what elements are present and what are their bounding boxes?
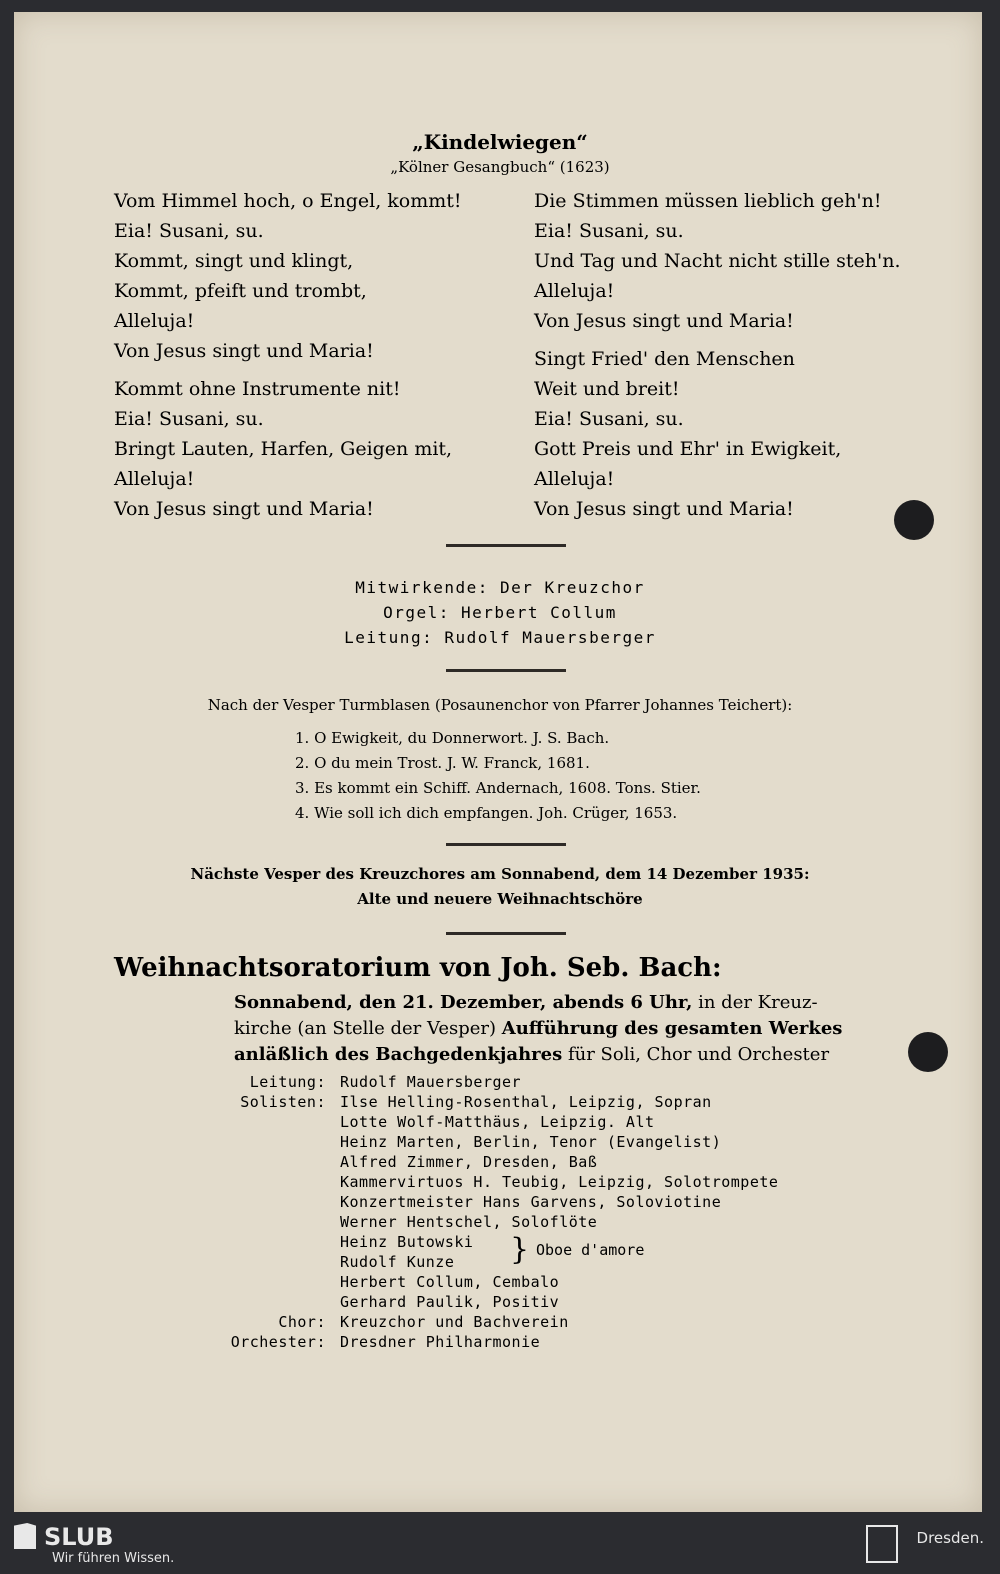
performer: Konzertmeister Hans Garvens, Soloviotine	[340, 1193, 722, 1211]
section-divider	[446, 669, 566, 672]
verse-line: Alleluja!	[114, 310, 195, 332]
performer: Alfred Zimmer, Dresden, Baß	[340, 1153, 598, 1171]
performer: Gerhard Paulik, Positiv	[340, 1293, 560, 1311]
credits-line: Leitung: Rudolf Mauersberger	[344, 628, 656, 647]
verse-line: Eia! Susani, su.	[114, 408, 264, 430]
post-vesper-note: Nach der Vesper Turmblasen (Posaunenchor von Pfarrer Johannes Teichert):	[207, 696, 793, 714]
next-vesper-announcement	[0, 862, 1000, 912]
oratorio-performance: Aufführung des gesamten Werkes	[501, 1018, 843, 1039]
brace-symbol: }	[510, 1232, 530, 1267]
verse-line: Eia! Susani, su.	[114, 220, 264, 242]
verse-line: Gott Preis und Ehr' in Ewigkeit,	[534, 438, 842, 460]
song-title: „Kindelwiegen“	[412, 130, 588, 154]
verse-line: Kommt, singt und klingt,	[114, 250, 354, 272]
verse-line: Von Jesus singt und Maria!	[114, 498, 374, 520]
performer: Werner Hentschel, Soloflöte	[340, 1213, 598, 1231]
performer: Heinz Butowski	[340, 1233, 474, 1251]
slub-logo[interactable]	[14, 1523, 114, 1551]
role-label-leitung: Leitung:	[249, 1073, 326, 1091]
performer: Kammervirtuos H. Teubig, Leipzig, Solotrompete	[340, 1173, 779, 1191]
oratorio-date: Sonnabend, den 21. Dezember, abends 6 Uhr,	[234, 992, 693, 1013]
section-divider	[446, 843, 566, 846]
verse-line: Bringt Lauten, Harfen, Geigen mit,	[114, 438, 453, 460]
oratorio-forces: für Soli, Chor und Orchester	[562, 1044, 830, 1065]
oboe-role: Oboe d'amore	[536, 1241, 645, 1259]
verse-line: Alleluja!	[114, 468, 195, 490]
role-label-solisten: Solisten:	[240, 1093, 326, 1111]
performer: Ilse Helling-Rosenthal, Leipzig, Sopran	[340, 1093, 712, 1111]
performer: Kreuzchor und Bachverein	[340, 1313, 569, 1331]
performer: Rudolf Mauersberger	[340, 1073, 522, 1091]
section-divider	[446, 932, 566, 935]
oratorio-venue: in der Kreuz-	[692, 992, 818, 1013]
credits-line: Mitwirkende: Der Kreuzchor	[355, 578, 645, 597]
list-item: 1. O Ewigkeit, du Donnerwort. J. S. Bach.	[295, 729, 610, 747]
performer: Herbert Collum, Cembalo	[340, 1273, 560, 1291]
poem-right-column	[534, 186, 901, 524]
role-label-orchester: Orchester:	[230, 1333, 326, 1351]
list-item: 3. Es kommt ein Schiff. Andernach, 1608. Tons. Stier.	[295, 779, 701, 797]
next-vesper-program: Alte und neuere Weihnachtschöre	[357, 890, 643, 908]
verse-line: Vom Himmel hoch, o Engel, kommt!	[114, 190, 462, 212]
verse-line: Von Jesus singt und Maria!	[114, 340, 374, 362]
verse-line: Die Stimmen müssen lieblich geh'n!	[534, 190, 882, 212]
verse-line: Kommt ohne Instrumente nit!	[114, 378, 401, 400]
verse-line: Singt Fried' den Menschen	[534, 348, 795, 370]
song-source: „Kölner Gesangbuch“ (1623)	[390, 158, 610, 176]
punch-hole	[908, 1032, 948, 1072]
performer: Rudolf Kunze	[340, 1253, 455, 1271]
verse-line: Eia! Susani, su.	[534, 220, 684, 242]
performer: Heinz Marten, Berlin, Tenor (Evangelist)	[340, 1133, 722, 1151]
verse-line: Von Jesus singt und Maria!	[534, 310, 794, 332]
brass-program-list	[295, 726, 701, 826]
oratorio-details	[234, 990, 904, 1068]
performer-list	[340, 1072, 778, 1352]
footer-bar	[0, 1517, 1000, 1574]
verse-line: Alleluja!	[534, 280, 615, 302]
verse-line: Von Jesus singt und Maria!	[534, 498, 794, 520]
next-vesper-date: Nächste Vesper des Kreuzchores am Sonnabend, dem 14 Dezember 1935:	[190, 865, 810, 883]
verse-line: Eia! Susani, su.	[534, 408, 684, 430]
performer: Dresdner Philharmonie	[340, 1333, 541, 1351]
list-item: 4. Wie soll ich dich empfangen. Joh. Crüger, 1653.	[295, 804, 678, 822]
verse-line: Und Tag und Nacht nicht stille steh'n.	[534, 250, 901, 272]
credits-line: Orgel: Herbert Collum	[383, 603, 617, 622]
role-label-chor: Chor:	[278, 1313, 326, 1331]
verse-line: Kommt, pfeift und trombt,	[114, 280, 367, 302]
oratorio-occasion: anläßlich des Bachgedenkjahres	[234, 1044, 563, 1065]
section-divider	[446, 544, 566, 547]
list-item: 2. O du mein Trost. J. W. Franck, 1681.	[295, 754, 590, 772]
performers-credits	[0, 575, 1000, 650]
oratorio-heading: Weihnachtsoratorium von Joh. Seb. Bach:	[114, 953, 722, 983]
performer: Lotte Wolf-Matthäus, Leipzig. Alt	[340, 1113, 655, 1131]
slub-brand: SLUB	[44, 1523, 114, 1551]
poem-left-column	[114, 186, 462, 524]
city-crest-icon	[866, 1525, 898, 1563]
verse-line: Alleluja!	[534, 468, 615, 490]
verse-line: Weit und breit!	[534, 378, 680, 400]
dresden-logo[interactable]: Dresden.	[916, 1529, 984, 1547]
book-icon	[14, 1523, 36, 1549]
slub-tagline: Wir führen Wissen.	[52, 1551, 175, 1566]
oratorio-venue-cont: kirche (an Stelle der Vesper)	[234, 1018, 502, 1039]
